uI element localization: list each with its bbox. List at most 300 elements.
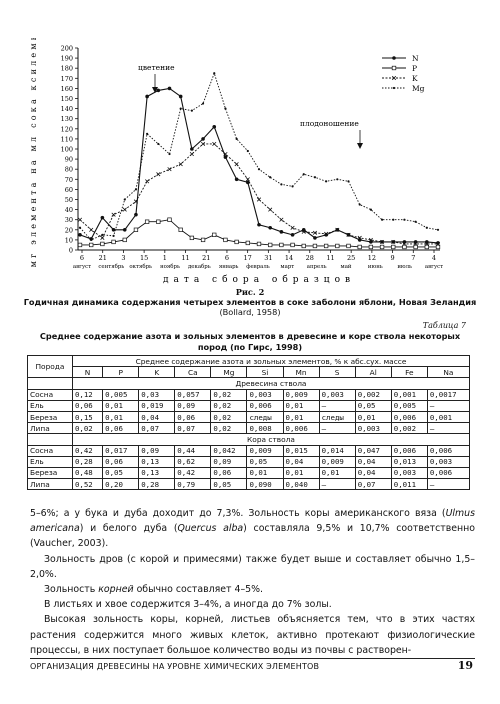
table-cell: 0,04 bbox=[355, 467, 391, 478]
table-cell: 0,42 bbox=[72, 445, 102, 456]
column-header-fe: Fe bbox=[391, 367, 427, 378]
data-point bbox=[347, 244, 351, 248]
x-month-label: август bbox=[424, 264, 444, 270]
table-cell: — bbox=[427, 400, 469, 411]
data-point bbox=[258, 168, 260, 170]
data-point bbox=[191, 110, 193, 112]
data-point bbox=[235, 162, 239, 166]
y-tick-label: 180 bbox=[60, 64, 73, 73]
data-point bbox=[224, 108, 226, 110]
table-cell: 0,005 bbox=[391, 400, 427, 411]
data-point bbox=[358, 245, 362, 249]
table-cell: 0,79 bbox=[175, 479, 211, 490]
data-point bbox=[403, 219, 405, 221]
x-month-label: ноябрь bbox=[160, 264, 180, 270]
table-cell: 0,002 bbox=[355, 389, 391, 400]
data-point bbox=[369, 245, 373, 249]
table-cell: 0,15 bbox=[72, 411, 102, 422]
table-row bbox=[28, 445, 470, 456]
p3-text-a: Зольность bbox=[44, 584, 99, 596]
data-point bbox=[280, 243, 284, 247]
figure-number: Рис. 2 bbox=[235, 287, 265, 297]
x-month-label: июль bbox=[397, 264, 412, 270]
series-line-k bbox=[80, 144, 438, 244]
table-cell: 0,001 bbox=[427, 411, 469, 422]
table-cell: 0,01 bbox=[319, 467, 355, 478]
data-point bbox=[224, 238, 228, 242]
column-header-mn: Mn bbox=[283, 367, 319, 378]
table-cell: 0,090 bbox=[247, 479, 283, 490]
table-row bbox=[28, 423, 470, 434]
table-cell: 0,07 bbox=[175, 423, 211, 434]
table-cell: 0,042 bbox=[211, 445, 247, 456]
x-month-label: апрель bbox=[306, 264, 327, 270]
p1-text-a: 5–6%; а у бука и дуба доходит до 7,3%. Зольность коры американского вяза ( bbox=[30, 508, 446, 519]
section-row bbox=[28, 378, 470, 389]
section-row bbox=[28, 434, 470, 445]
data-point bbox=[145, 95, 149, 99]
data-point bbox=[190, 147, 194, 151]
table-cell: 0,04 bbox=[283, 456, 319, 467]
annotation-flowering: цветение bbox=[138, 63, 175, 72]
column-header-n: N bbox=[72, 367, 102, 378]
p1-latin-name-2: Quercus alba bbox=[177, 523, 244, 535]
x-day-label: 11 bbox=[181, 254, 190, 262]
running-title: ОРГАНИЗАЦИЯ ДРЕВЕСИНЫ НА УРОВНЕ ХИМИЧЕСКИХ ЭЛЕМЕНТОВ bbox=[30, 662, 320, 671]
legend-marker bbox=[392, 66, 396, 70]
table-cell: — bbox=[427, 423, 469, 434]
y-tick-label: 130 bbox=[60, 115, 73, 124]
table-cell: 0,09 bbox=[211, 456, 247, 467]
data-point bbox=[112, 235, 114, 237]
y-tick-label: 30 bbox=[64, 216, 73, 225]
x-month-label: январь bbox=[218, 264, 239, 270]
x-day-label: 25 bbox=[347, 254, 356, 262]
y-axis-title: мг элемента на мл сока ксилемы bbox=[29, 38, 38, 268]
data-point bbox=[213, 72, 215, 74]
data-point bbox=[112, 240, 116, 244]
table-cell: 0,01 bbox=[283, 467, 319, 478]
footer-rule bbox=[30, 658, 475, 659]
table-cell: 0,006 bbox=[427, 445, 469, 456]
data-point bbox=[392, 219, 394, 221]
y-tick-label: 120 bbox=[60, 125, 73, 134]
table-cell: 0,01 bbox=[247, 467, 283, 478]
x-day-label: 14 bbox=[284, 254, 294, 262]
chart-svg bbox=[20, 38, 480, 288]
table-row bbox=[28, 456, 470, 467]
table-cell: 0,0017 bbox=[427, 389, 469, 400]
data-point bbox=[246, 241, 250, 245]
data-point bbox=[157, 143, 159, 145]
table-cell: 0,006 bbox=[391, 411, 427, 422]
p1-text-c: ) и белого дуба ( bbox=[79, 523, 178, 535]
legend-label: P bbox=[412, 64, 418, 73]
data-point bbox=[212, 125, 216, 129]
table-cell: 0,013 bbox=[391, 456, 427, 467]
column-header-p: P bbox=[103, 367, 139, 378]
data-point bbox=[268, 208, 272, 212]
table-cell: 0,003 bbox=[319, 389, 355, 400]
table-cell: 0,09 bbox=[139, 445, 175, 456]
nutrient-dynamics-chart bbox=[20, 38, 480, 288]
table-cell: 0,040 bbox=[283, 479, 319, 490]
table-cell: 0,003 bbox=[355, 423, 391, 434]
y-tick-label: 50 bbox=[64, 196, 73, 204]
x-day-label: 6 bbox=[79, 254, 85, 262]
x-day-label: 11 bbox=[326, 254, 335, 262]
data-point bbox=[101, 234, 103, 236]
legend-marker bbox=[393, 87, 395, 89]
data-point bbox=[190, 236, 194, 240]
table-cell: 0,05 bbox=[247, 456, 283, 467]
data-point bbox=[101, 236, 105, 240]
x-axis-title: дата сбора образцов bbox=[162, 275, 356, 285]
data-point bbox=[201, 137, 205, 141]
table-cell: 0,01 bbox=[283, 400, 319, 411]
table-cell: — bbox=[319, 479, 355, 490]
x-day-label: 21 bbox=[98, 254, 107, 262]
table-cell: 0,002 bbox=[391, 423, 427, 434]
y-tick-label: 20 bbox=[64, 226, 73, 235]
table-cell: 0,06 bbox=[103, 456, 139, 467]
data-point bbox=[179, 228, 183, 232]
data-point bbox=[370, 209, 372, 211]
table-cell: 0,05 bbox=[355, 400, 391, 411]
data-point bbox=[101, 242, 105, 246]
y-tick-label: 100 bbox=[60, 145, 73, 154]
data-point bbox=[236, 138, 238, 140]
data-point bbox=[235, 240, 239, 244]
data-point bbox=[391, 245, 395, 249]
species-name: Береза bbox=[28, 411, 73, 422]
data-point bbox=[123, 208, 127, 212]
y-tick-label: 0 bbox=[68, 246, 73, 255]
table-body bbox=[28, 378, 470, 490]
x-day-label: 31 bbox=[264, 254, 273, 262]
data-point bbox=[280, 183, 282, 185]
legend-marker bbox=[392, 56, 396, 60]
table-cell: 0,28 bbox=[72, 456, 102, 467]
x-day-label: 15 bbox=[139, 254, 149, 262]
x-day-label: 3 bbox=[121, 254, 126, 262]
chart-annotations bbox=[138, 63, 363, 149]
data-point bbox=[134, 213, 138, 217]
data-point bbox=[313, 236, 317, 240]
y-tick-label: 40 bbox=[64, 206, 73, 215]
paragraph-4: В листьях и хвое содержится 3–4%, а иногда до 7% золы. bbox=[44, 599, 332, 611]
data-point bbox=[336, 244, 340, 248]
data-point bbox=[157, 89, 161, 93]
table-cell: 0,09 bbox=[175, 400, 211, 411]
y-tick-label: 70 bbox=[64, 175, 73, 184]
column-header-s: S bbox=[319, 367, 355, 378]
data-point bbox=[257, 198, 261, 202]
annotation-fruiting: плодоношение bbox=[300, 119, 359, 128]
table-cell: — bbox=[319, 400, 355, 411]
table-cell: 0,04 bbox=[355, 456, 391, 467]
table-cell: 0,04 bbox=[139, 411, 175, 422]
table-cell: 0,02 bbox=[211, 400, 247, 411]
table-cell: 0,02 bbox=[211, 389, 247, 400]
section-title: Древесина ствола bbox=[72, 378, 469, 389]
y-tick-label: 140 bbox=[60, 105, 73, 114]
data-point bbox=[78, 243, 82, 247]
data-point bbox=[336, 178, 338, 180]
x-day-label: 17 bbox=[243, 254, 252, 262]
series-p bbox=[78, 218, 440, 249]
data-point bbox=[280, 218, 284, 222]
table-cell: 0,01 bbox=[103, 411, 139, 422]
data-point bbox=[179, 95, 183, 99]
table-cell: 0,20 bbox=[103, 479, 139, 490]
y-tick-label: 190 bbox=[60, 54, 73, 63]
table-cell: 0,008 bbox=[247, 423, 283, 434]
table-cell: — bbox=[427, 479, 469, 490]
y-tick-label: 160 bbox=[60, 84, 73, 93]
section-blank-cell bbox=[28, 434, 73, 445]
table-cell: 0,48 bbox=[72, 467, 102, 478]
data-point bbox=[78, 233, 82, 237]
column-header-k: K bbox=[139, 367, 175, 378]
p1-text-e: ) составляла 9,5% и 10,7% соответственно (Vaucher, 2003). bbox=[30, 523, 475, 550]
series-line-mg bbox=[80, 73, 438, 240]
data-point bbox=[79, 227, 81, 229]
data-point bbox=[180, 108, 182, 110]
table-cell: 0,62 bbox=[175, 456, 211, 467]
x-month-label: февраль bbox=[246, 264, 270, 270]
table-cell: 0,52 bbox=[72, 479, 102, 490]
data-point bbox=[269, 176, 271, 178]
data-point bbox=[89, 228, 93, 232]
data-point bbox=[157, 172, 161, 176]
y-tick-label: 80 bbox=[64, 165, 73, 174]
table-cell: 0,06 bbox=[72, 400, 102, 411]
x-day-label: 12 bbox=[367, 254, 377, 262]
data-point bbox=[168, 167, 172, 171]
table-cell: 0,07 bbox=[355, 479, 391, 490]
data-point bbox=[302, 244, 306, 248]
table-cell: 0,009 bbox=[319, 456, 355, 467]
table-cell: 0,01 bbox=[103, 400, 139, 411]
figure-source: (Bollard, 1958) bbox=[219, 307, 281, 317]
data-point bbox=[381, 219, 383, 221]
data-point bbox=[257, 242, 261, 246]
x-month-label: август bbox=[72, 264, 92, 270]
table-cell: 0,057 bbox=[175, 389, 211, 400]
table-cell: 0,12 bbox=[72, 389, 102, 400]
data-point bbox=[257, 223, 261, 227]
column-header-na: Na bbox=[427, 367, 469, 378]
x-day-label: 6 bbox=[224, 254, 230, 262]
x-day-label: 9 bbox=[390, 254, 395, 262]
data-point bbox=[190, 152, 194, 156]
species-name: Липа bbox=[28, 479, 73, 490]
table-cell: — bbox=[319, 423, 355, 434]
species-name: Сосна bbox=[28, 389, 73, 400]
data-point bbox=[303, 173, 305, 175]
paragraph-3 bbox=[30, 582, 475, 597]
column-header-si: Si bbox=[247, 367, 283, 378]
y-tick-label: 110 bbox=[60, 135, 73, 144]
y-tick-label: 10 bbox=[64, 236, 73, 245]
table-row bbox=[28, 400, 470, 411]
data-point bbox=[168, 218, 172, 222]
data-point bbox=[212, 233, 216, 237]
table-cell: 0,06 bbox=[211, 467, 247, 478]
data-point bbox=[145, 180, 149, 184]
species-name: Липа bbox=[28, 423, 73, 434]
figure-title: Годичная динамика содержания четырех элементов в соке заболони яблони, Новая Зеландия bbox=[23, 297, 477, 307]
x-day-label: 21 bbox=[202, 254, 211, 262]
data-point bbox=[212, 142, 216, 146]
p3-text-c: обычно составляет 4–5%. bbox=[133, 584, 263, 596]
column-header-ca: Ca bbox=[175, 367, 211, 378]
data-point bbox=[314, 176, 316, 178]
table-cell: 0,02 bbox=[72, 423, 102, 434]
table-cell: 0,005 bbox=[103, 389, 139, 400]
data-point bbox=[134, 228, 138, 232]
table-cell: 0,13 bbox=[139, 467, 175, 478]
data-point bbox=[325, 180, 327, 182]
table-cell: 0,009 bbox=[247, 445, 283, 456]
table-cell: 0,017 bbox=[103, 445, 139, 456]
y-tick-label: 90 bbox=[64, 155, 73, 164]
series-k bbox=[78, 142, 440, 246]
data-point bbox=[89, 243, 93, 247]
table-row bbox=[28, 389, 470, 400]
data-point bbox=[112, 213, 116, 217]
table-cell: следы bbox=[247, 411, 283, 422]
table-cell: 0,019 bbox=[139, 400, 175, 411]
table-cell: следы bbox=[319, 411, 355, 422]
table-cell: 0,05 bbox=[103, 467, 139, 478]
table-row bbox=[28, 467, 470, 478]
data-point bbox=[235, 178, 239, 182]
x-day-label: 4 bbox=[431, 254, 437, 262]
legend-label: Mg bbox=[412, 84, 425, 93]
x-month-label: декабрь bbox=[187, 264, 211, 270]
data-point bbox=[291, 226, 295, 230]
data-point bbox=[145, 220, 149, 224]
data-point bbox=[426, 227, 428, 229]
data-point bbox=[202, 102, 204, 104]
table-cell: 0,28 bbox=[139, 479, 175, 490]
table-cell: 0,06 bbox=[103, 423, 139, 434]
table-cell: 0,07 bbox=[139, 423, 175, 434]
x-day-label: 28 bbox=[305, 254, 314, 262]
legend-label: N bbox=[412, 54, 419, 63]
data-point bbox=[291, 233, 295, 237]
column-header-row bbox=[28, 367, 470, 378]
x-month-label: май bbox=[340, 264, 352, 270]
table-cell: 0,011 bbox=[391, 479, 427, 490]
x-month-label: июнь bbox=[367, 264, 383, 270]
data-point bbox=[201, 238, 205, 242]
data-point bbox=[123, 228, 127, 232]
data-point bbox=[324, 244, 328, 248]
table-cell: 0,02 bbox=[211, 423, 247, 434]
data-point bbox=[101, 216, 105, 220]
table-cell: 0,003 bbox=[391, 467, 427, 478]
data-point bbox=[179, 162, 183, 166]
table-row bbox=[28, 479, 470, 490]
data-point bbox=[78, 218, 82, 222]
table-cell: 0,05 bbox=[211, 479, 247, 490]
chart-series bbox=[78, 72, 440, 249]
table-title: Среднее содержание азота и зольных элементов в древесине и коре ствола некоторых пород (по Гирс, 1998) bbox=[39, 331, 461, 352]
table-cell: 0,015 bbox=[283, 445, 319, 456]
table-cell: 0,047 bbox=[355, 445, 391, 456]
x-month-label: сентябрь bbox=[98, 264, 125, 270]
data-point bbox=[135, 188, 137, 190]
x-day-label: 1 bbox=[162, 254, 167, 262]
table-cell: 0,01 bbox=[355, 411, 391, 422]
data-point bbox=[437, 229, 439, 231]
data-point bbox=[347, 180, 349, 182]
table-cell: 0,014 bbox=[319, 445, 355, 456]
data-point bbox=[124, 198, 126, 200]
data-point bbox=[313, 244, 317, 248]
table-label: Таблица 7 bbox=[422, 321, 466, 330]
data-point bbox=[415, 221, 417, 223]
data-point bbox=[280, 230, 284, 234]
data-point bbox=[268, 243, 272, 247]
data-point bbox=[291, 185, 293, 187]
column-header-al: Al bbox=[355, 367, 391, 378]
data-point bbox=[268, 226, 272, 230]
section-title: Кора ствола bbox=[72, 434, 469, 445]
data-point bbox=[247, 150, 249, 152]
legend-label: K bbox=[412, 74, 418, 83]
table-cell: 0,006 bbox=[247, 400, 283, 411]
species-name: Ель bbox=[28, 456, 73, 467]
table-cell: 0,006 bbox=[427, 467, 469, 478]
table-row bbox=[28, 411, 470, 422]
table-cell: 0,44 bbox=[175, 445, 211, 456]
data-point bbox=[112, 228, 116, 232]
data-point bbox=[146, 133, 148, 135]
series-mg bbox=[79, 72, 439, 241]
nutrient-table bbox=[27, 355, 470, 490]
table-cell: 0,06 bbox=[175, 411, 211, 422]
species-name: Ель bbox=[28, 400, 73, 411]
table-cell: 0,03 bbox=[139, 389, 175, 400]
data-point bbox=[380, 245, 384, 249]
paragraph-1 bbox=[30, 506, 475, 552]
data-point bbox=[90, 239, 92, 241]
y-tick-label: 150 bbox=[60, 95, 73, 103]
data-point bbox=[157, 220, 161, 224]
table-cell: 0,003 bbox=[427, 456, 469, 467]
table-cell: 0,01 bbox=[283, 411, 319, 422]
page-number: 19 bbox=[457, 659, 473, 672]
data-point bbox=[168, 87, 172, 91]
paragraph-5: Высокая зольность коры, корней, листьев объясняется тем, что в этих частях растения содержится много живых клеток, активно протекают физиологические процессы, в них поступает большое количество воды из почвы с растворен- bbox=[30, 614, 475, 656]
table-cell: 0,02 bbox=[211, 411, 247, 422]
body-text bbox=[30, 506, 475, 658]
x-month-label: март bbox=[280, 264, 295, 270]
series-n bbox=[78, 87, 440, 245]
p1-latin-name-1: Ulmus americana bbox=[30, 508, 475, 535]
section-blank-cell bbox=[28, 378, 73, 389]
data-point bbox=[168, 153, 170, 155]
data-point bbox=[123, 238, 127, 242]
x-month-label: октябрь bbox=[129, 264, 152, 270]
species-name: Береза bbox=[28, 467, 73, 478]
data-point bbox=[291, 243, 295, 247]
y-tick-label: 60 bbox=[64, 185, 73, 194]
